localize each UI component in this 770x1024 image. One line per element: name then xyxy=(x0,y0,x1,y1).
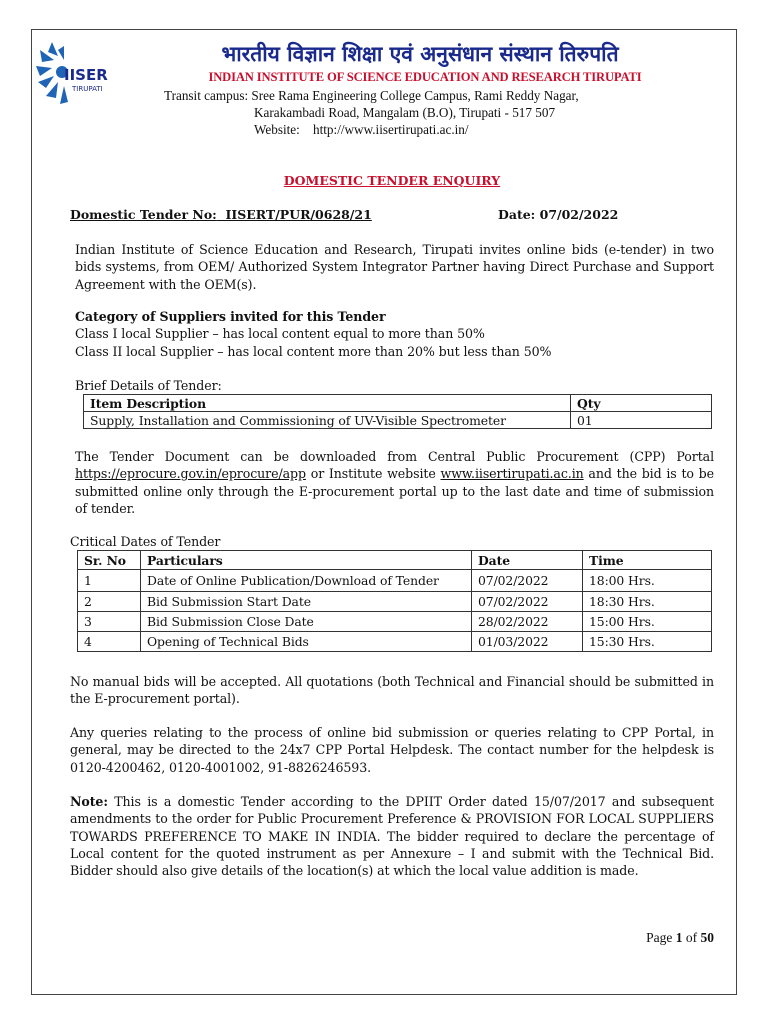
category-class-1: Class I local Supplier – has local content equal to more than 50% xyxy=(75,326,485,341)
table-header-row xyxy=(78,551,712,570)
download-text-1: The Tender Document can be downloaded from Central Public Procurement (CPP) Portal xyxy=(75,449,714,464)
table-cell: 07/02/2022 xyxy=(472,570,583,592)
table-row xyxy=(78,570,712,592)
document-heading: DOMESTIC TENDER ENQUIRY xyxy=(283,173,501,188)
page-current: 1 xyxy=(675,930,683,945)
table-cell: 18:30 Hrs. xyxy=(583,592,712,612)
table-row xyxy=(78,632,712,652)
table-header-cell: Particulars xyxy=(141,551,472,570)
logo-subtext: TIRUPATI xyxy=(72,85,103,93)
critical-dates-table xyxy=(77,550,712,652)
table-header-cell: Time xyxy=(583,551,712,570)
tender-date-label: Date: xyxy=(498,207,536,222)
table-header-cell: Item Description xyxy=(84,395,571,412)
tender-date xyxy=(498,207,618,222)
page-total: 50 xyxy=(700,930,714,945)
table-cell: Date of Online Publication/Download of Tender xyxy=(141,570,472,592)
address-line-1: Transit campus: Sree Rama Engineering College Campus, Rami Reddy Nagar, xyxy=(164,88,579,103)
table-cell: 2 xyxy=(78,592,141,612)
page-number xyxy=(646,930,714,946)
table-cell: 28/02/2022 xyxy=(472,612,583,632)
table-row xyxy=(84,412,712,429)
table-cell: Bid Submission Start Date xyxy=(141,592,472,612)
note-paragraph xyxy=(70,793,714,879)
page-word: Page xyxy=(646,930,673,945)
tender-number xyxy=(70,207,372,222)
table-header-row xyxy=(84,395,712,412)
category-class-2: Class II local Supplier – has local content more than 20% but less than 50% xyxy=(75,344,552,359)
note-text: This is a domestic Tender according to the DPIIT Order dated 15/07/2017 and subsequent amendments to the order for Public Procurement Preference & PROVISION FOR LOCAL SUPPLIERS TOWARDS PREFERENCE TO MAKE IN INDIA. The bidder required to declare the percentage of Local content for the quoted instrument as per Annexure – I and submit with the Technical Bid. Bidder should also give details of the location(s) at which the local value addition is made. xyxy=(70,794,714,879)
critical-dates-title: Critical Dates of Tender xyxy=(70,534,221,549)
download-paragraph xyxy=(75,448,714,517)
table-cell: 07/02/2022 xyxy=(472,592,583,612)
table-cell: 1 xyxy=(78,570,141,592)
table-cell: 15:00 Hrs. xyxy=(583,612,712,632)
address-line-2: Karakambadi Road, Mangalam (B.O), Tirupati - 517 507 xyxy=(254,105,556,120)
tender-number-label: Domestic Tender No: xyxy=(70,207,217,222)
table-cell: Bid Submission Close Date xyxy=(141,612,472,632)
brief-details-table xyxy=(83,394,712,429)
category-title: Category of Suppliers invited for this Tender xyxy=(75,309,386,324)
table-header-cell: Sr. No xyxy=(78,551,141,570)
tender-date-value: 07/02/2022 xyxy=(539,207,619,222)
table-cell: 3 xyxy=(78,612,141,632)
table-row xyxy=(78,612,712,632)
iiser-logo xyxy=(34,38,124,114)
brief-title: Brief Details of Tender: xyxy=(75,378,222,393)
of-word: of xyxy=(685,930,698,945)
table-cell: 4 xyxy=(78,632,141,652)
table-cell: 15:30 Hrs. xyxy=(583,632,712,652)
table-row xyxy=(78,592,712,612)
note-label: Note: xyxy=(70,794,108,809)
logo-emblem-icon xyxy=(34,38,124,114)
manual-bids-paragraph: No manual bids will be accepted. All quotations (both Technical and Financial should be submitted in the E-procurement portal). xyxy=(70,674,714,707)
institute-website-link[interactable]: www.iisertirupati.ac.in xyxy=(440,466,584,482)
table-header-cell: Date xyxy=(472,551,583,570)
download-text-3: and the bid is to be submitted online only through the E-procurement portal up to the last date and time of submission of tender. xyxy=(75,466,714,516)
website-line xyxy=(254,122,469,138)
table-header-cell: Qty xyxy=(571,395,712,412)
table-cell: 18:00 Hrs. xyxy=(583,570,712,592)
table-cell: Supply, Installation and Commissioning of UV-Visible Spectrometer xyxy=(84,412,571,429)
institute-name: INDIAN INSTITUTE OF SCIENCE EDUCATION AND RESEARCH TIRUPATI xyxy=(208,70,642,84)
hindi-institute-name: भारतीय विज्ञान शिक्षा एवं अनुसंधान संस्थान तिरुपति xyxy=(221,42,619,66)
logo-text: IISER xyxy=(64,66,108,84)
website-label: Website: xyxy=(254,122,300,137)
tender-number-value: IISERT/PUR/0628/21 xyxy=(225,207,372,222)
download-text-2: or Institute website xyxy=(305,466,441,482)
website-url[interactable]: http://www.iisertirupati.ac.in/ xyxy=(313,122,469,137)
intro-paragraph: Indian Institute of Science Education and Research, Tirupati invites online bids (e-tender) in two bids systems, from OEM/ Authorized System Integrator Partner having Direct Purchase and Support Agreement with the OEM(s). xyxy=(75,242,714,292)
table-cell: 01 xyxy=(571,412,712,429)
table-cell: Opening of Technical Bids xyxy=(141,632,472,652)
queries-paragraph: Any queries relating to the process of online bid submission or queries relating to CPP Portal, in general, may be directed to the 24x7 CPP Portal Helpdesk. The contact number for the helpdesk is 0120-4200462, 0120-4001002, 91-8826246593. xyxy=(70,725,714,775)
eprocure-link[interactable]: https://eprocure.gov.in/eprocure/app xyxy=(75,466,306,482)
table-cell: 01/03/2022 xyxy=(472,632,583,652)
